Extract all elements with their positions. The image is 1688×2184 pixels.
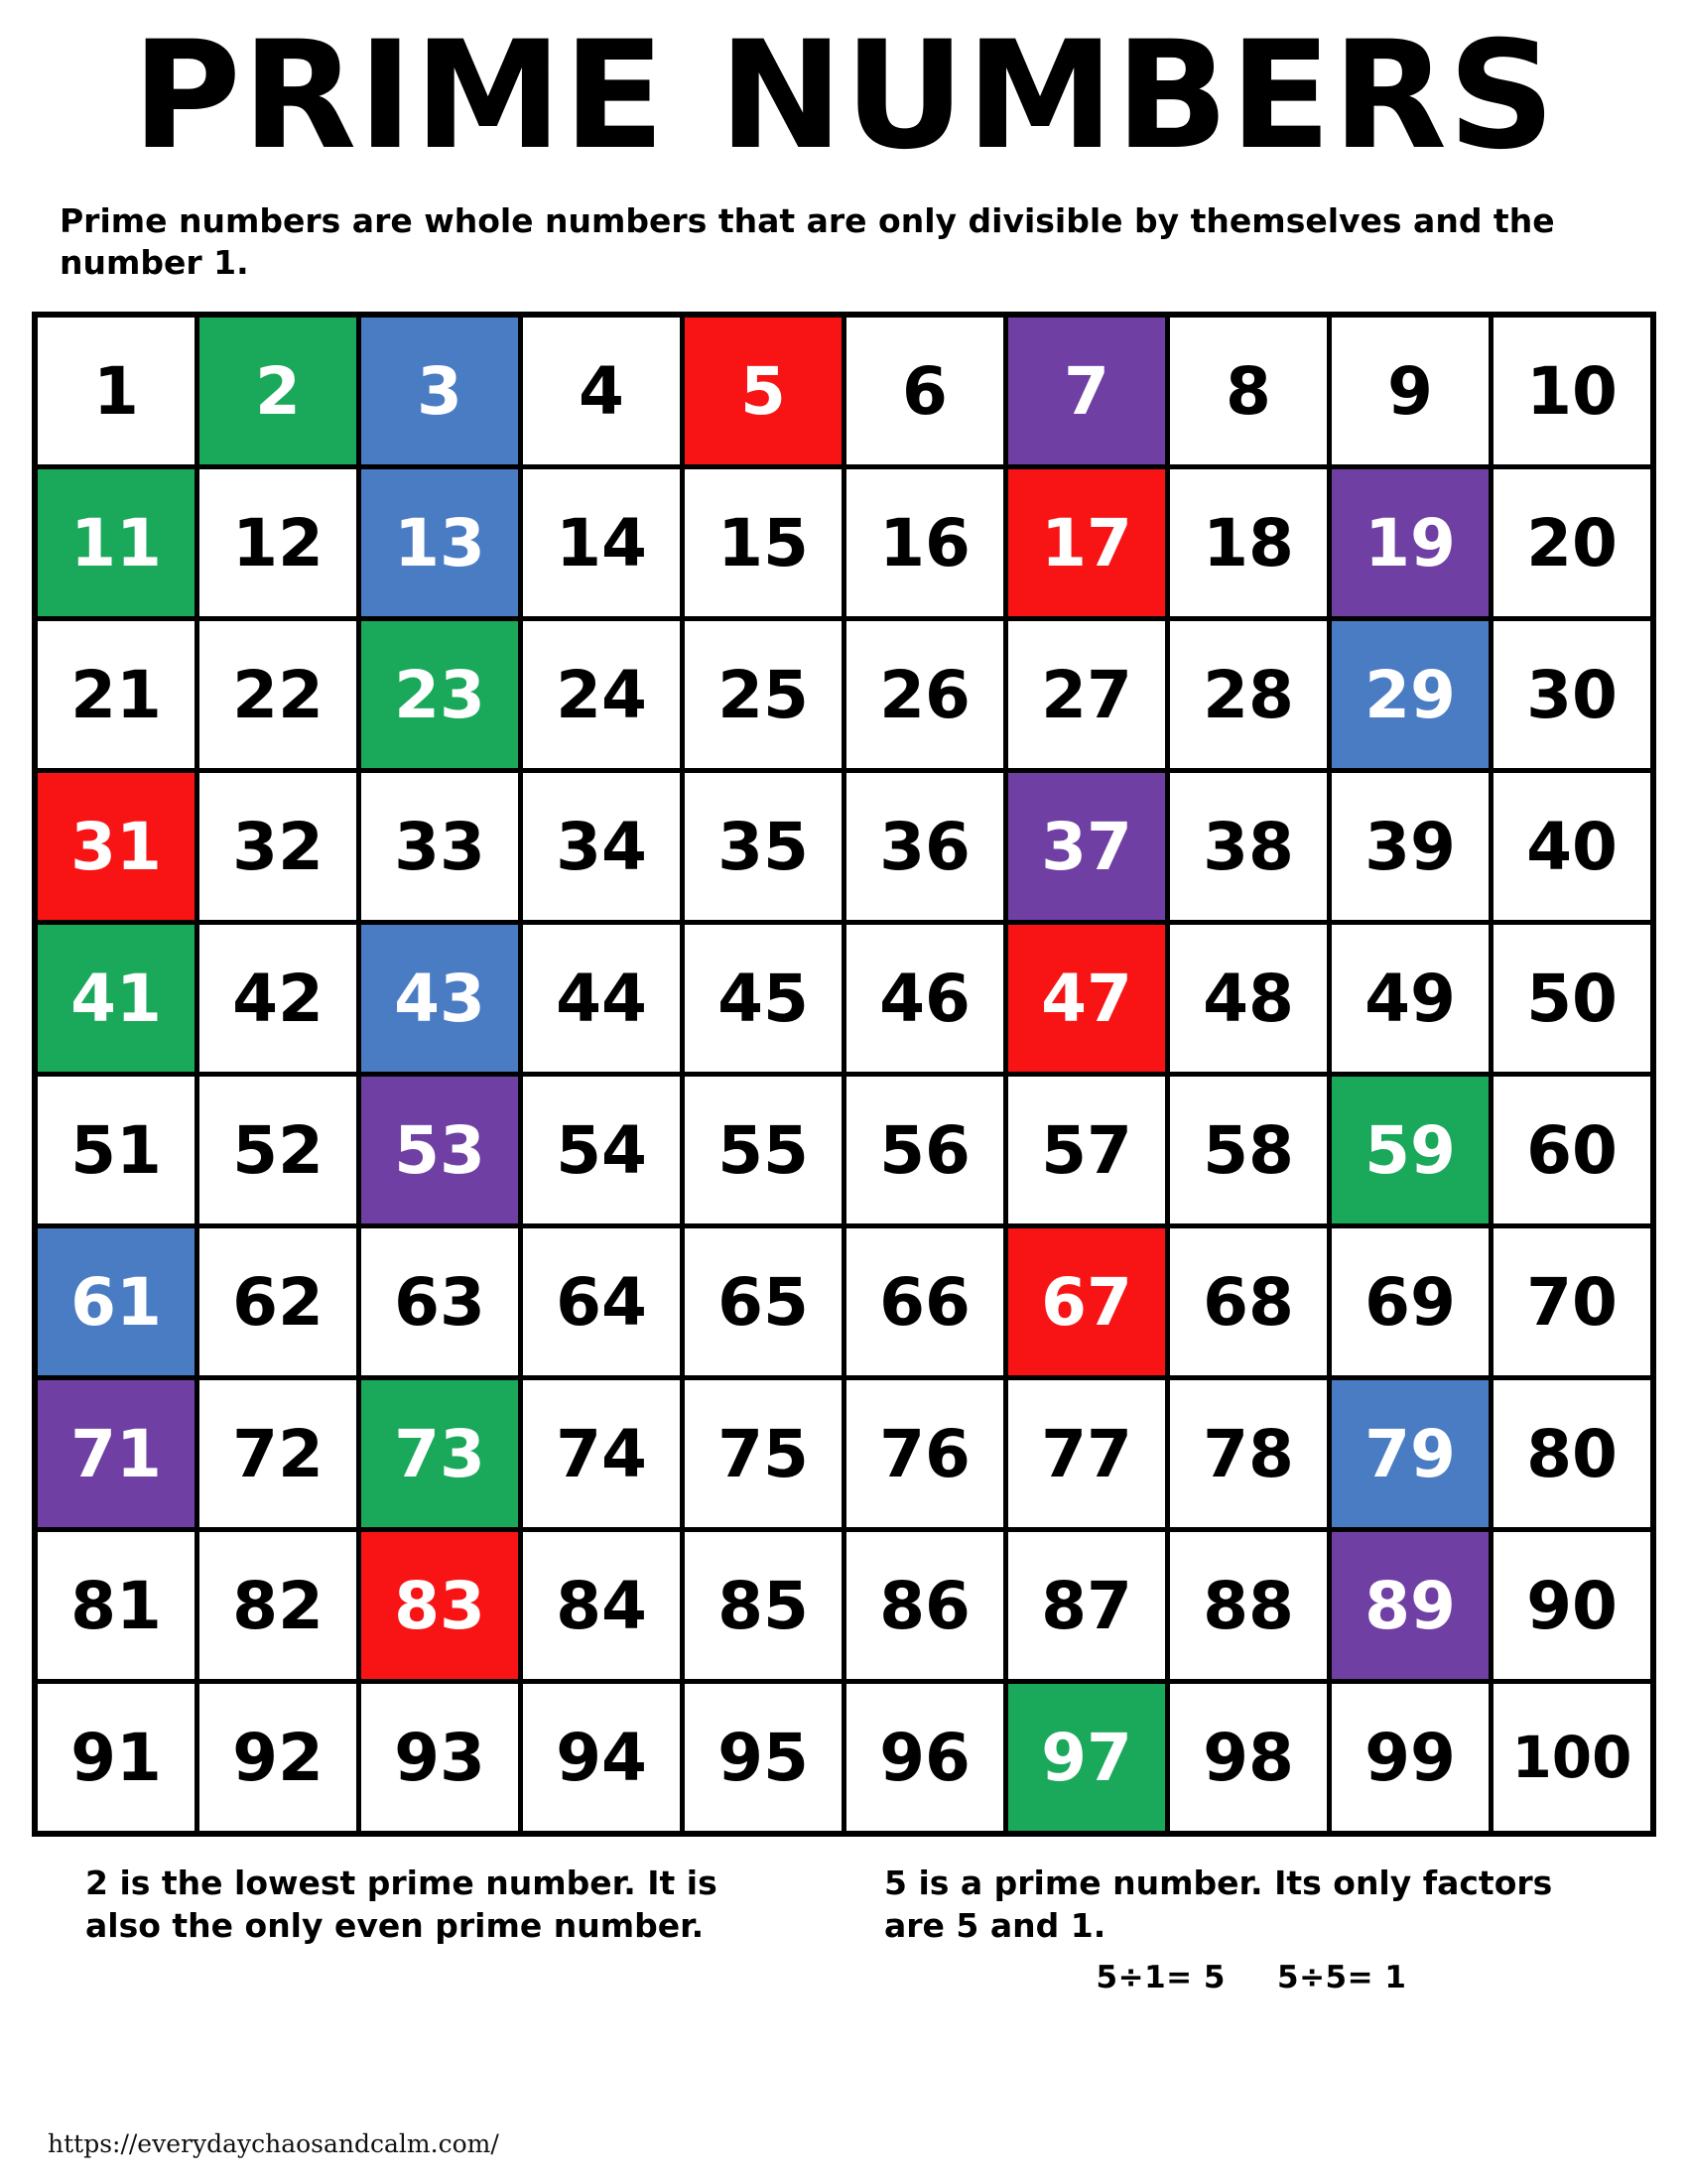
number-grid-row [35, 1226, 1653, 1378]
number-cell-96: 96 [844, 1682, 1006, 1835]
number-cell-18: 18 [1168, 467, 1330, 619]
number-cell-58: 58 [1168, 1075, 1330, 1226]
number-cell-14: 14 [521, 467, 683, 619]
number-cell-49: 49 [1330, 923, 1492, 1075]
number-cell-79: 79 [1330, 1378, 1492, 1530]
number-cell-85: 85 [683, 1530, 844, 1682]
number-grid-row [35, 1530, 1653, 1682]
number-cell-45: 45 [683, 923, 844, 1075]
number-cell-21: 21 [35, 619, 197, 771]
number-cell-62: 62 [197, 1226, 359, 1378]
number-cell-50: 50 [1492, 923, 1654, 1075]
number-grid-row [35, 315, 1653, 467]
number-cell-97: 97 [1006, 1682, 1168, 1835]
number-cell-56: 56 [844, 1075, 1006, 1226]
number-grid-row [35, 923, 1653, 1075]
number-cell-34: 34 [521, 771, 683, 923]
footer-url: https://everydaychaosandcalm.com/ [48, 2129, 499, 2158]
number-cell-100: 100 [1492, 1682, 1654, 1835]
number-cell-98: 98 [1168, 1682, 1330, 1835]
number-cell-1: 1 [35, 315, 197, 467]
number-cell-83: 83 [359, 1530, 521, 1682]
number-cell-36: 36 [844, 771, 1006, 923]
number-grid-row [35, 619, 1653, 771]
number-cell-25: 25 [683, 619, 844, 771]
equation-1: 5÷1= 5 [1096, 1960, 1226, 1996]
number-cell-74: 74 [521, 1378, 683, 1530]
number-cell-39: 39 [1330, 771, 1492, 923]
number-cell-41: 41 [35, 923, 197, 1075]
number-cell-81: 81 [35, 1530, 197, 1682]
number-cell-53: 53 [359, 1075, 521, 1226]
number-grid-row [35, 1075, 1653, 1226]
number-cell-52: 52 [197, 1075, 359, 1226]
number-cell-99: 99 [1330, 1682, 1492, 1835]
number-cell-63: 63 [359, 1226, 521, 1378]
number-cell-64: 64 [521, 1226, 683, 1378]
number-cell-67: 67 [1006, 1226, 1168, 1378]
number-cell-38: 38 [1168, 771, 1330, 923]
number-cell-78: 78 [1168, 1378, 1330, 1530]
number-cell-5: 5 [683, 315, 844, 467]
intro-text: Prime numbers are whole numbers that are only divisible by themselves and the number 1. [60, 201, 1555, 283]
number-cell-12: 12 [197, 467, 359, 619]
number-cell-44: 44 [521, 923, 683, 1075]
note-right-text: 5 is a prime number. Its only factors are 5 and 1. [884, 1863, 1553, 1946]
number-cell-84: 84 [521, 1530, 683, 1682]
number-cell-48: 48 [1168, 923, 1330, 1075]
number-cell-77: 77 [1006, 1378, 1168, 1530]
notes-row [48, 1863, 1640, 1997]
number-grid-container [48, 312, 1640, 1837]
number-cell-35: 35 [683, 771, 844, 923]
number-cell-65: 65 [683, 1226, 844, 1378]
number-cell-10: 10 [1492, 315, 1654, 467]
number-grid-row [35, 467, 1653, 619]
number-cell-11: 11 [35, 467, 197, 619]
note-right-equations [884, 1958, 1619, 1997]
number-cell-76: 76 [844, 1378, 1006, 1530]
number-cell-23: 23 [359, 619, 521, 771]
number-cell-40: 40 [1492, 771, 1654, 923]
number-cell-54: 54 [521, 1075, 683, 1226]
number-cell-20: 20 [1492, 467, 1654, 619]
number-cell-82: 82 [197, 1530, 359, 1682]
number-cell-55: 55 [683, 1075, 844, 1226]
number-cell-37: 37 [1006, 771, 1168, 923]
number-cell-29: 29 [1330, 619, 1492, 771]
number-grid-row [35, 1682, 1653, 1835]
number-cell-91: 91 [35, 1682, 197, 1835]
number-cell-68: 68 [1168, 1226, 1330, 1378]
number-cell-70: 70 [1492, 1226, 1654, 1378]
number-cell-87: 87 [1006, 1530, 1168, 1682]
number-cell-6: 6 [844, 315, 1006, 467]
number-cell-42: 42 [197, 923, 359, 1075]
number-cell-33: 33 [359, 771, 521, 923]
number-cell-2: 2 [197, 315, 359, 467]
number-cell-4: 4 [521, 315, 683, 467]
number-cell-46: 46 [844, 923, 1006, 1075]
number-cell-93: 93 [359, 1682, 521, 1835]
number-cell-95: 95 [683, 1682, 844, 1835]
number-cell-86: 86 [844, 1530, 1006, 1682]
number-cell-94: 94 [521, 1682, 683, 1835]
number-cell-43: 43 [359, 923, 521, 1075]
number-cell-16: 16 [844, 467, 1006, 619]
number-cell-59: 59 [1330, 1075, 1492, 1226]
number-cell-30: 30 [1492, 619, 1654, 771]
number-cell-15: 15 [683, 467, 844, 619]
number-cell-57: 57 [1006, 1075, 1168, 1226]
number-cell-89: 89 [1330, 1530, 1492, 1682]
number-cell-22: 22 [197, 619, 359, 771]
number-cell-24: 24 [521, 619, 683, 771]
number-grid-row [35, 771, 1653, 923]
number-cell-88: 88 [1168, 1530, 1330, 1682]
number-cell-92: 92 [197, 1682, 359, 1835]
page-title: PRIME NUMBERS [131, 10, 1557, 183]
equation-2: 5÷5= 1 [1277, 1960, 1407, 1996]
number-cell-28: 28 [1168, 619, 1330, 771]
number-cell-19: 19 [1330, 467, 1492, 619]
number-cell-90: 90 [1492, 1530, 1654, 1682]
number-cell-3: 3 [359, 315, 521, 467]
number-cell-73: 73 [359, 1378, 521, 1530]
number-grid-body [35, 315, 1653, 1834]
number-cell-13: 13 [359, 467, 521, 619]
number-grid [32, 312, 1656, 1837]
number-cell-60: 60 [1492, 1075, 1654, 1226]
number-cell-69: 69 [1330, 1226, 1492, 1378]
number-cell-26: 26 [844, 619, 1006, 771]
number-cell-66: 66 [844, 1226, 1006, 1378]
number-cell-9: 9 [1330, 315, 1492, 467]
number-cell-8: 8 [1168, 315, 1330, 467]
number-cell-51: 51 [35, 1075, 197, 1226]
number-grid-row [35, 1378, 1653, 1530]
note-right [884, 1863, 1619, 1997]
number-cell-71: 71 [35, 1378, 197, 1530]
number-cell-32: 32 [197, 771, 359, 923]
number-cell-61: 61 [35, 1226, 197, 1378]
number-cell-75: 75 [683, 1378, 844, 1530]
number-cell-80: 80 [1492, 1378, 1654, 1530]
number-cell-47: 47 [1006, 923, 1168, 1075]
number-cell-17: 17 [1006, 467, 1168, 619]
number-cell-72: 72 [197, 1378, 359, 1530]
note-left: 2 is the lowest prime number. It is also the only even prime number. [85, 1863, 717, 1946]
number-cell-31: 31 [35, 771, 197, 923]
number-cell-27: 27 [1006, 619, 1168, 771]
number-cell-7: 7 [1006, 315, 1168, 467]
